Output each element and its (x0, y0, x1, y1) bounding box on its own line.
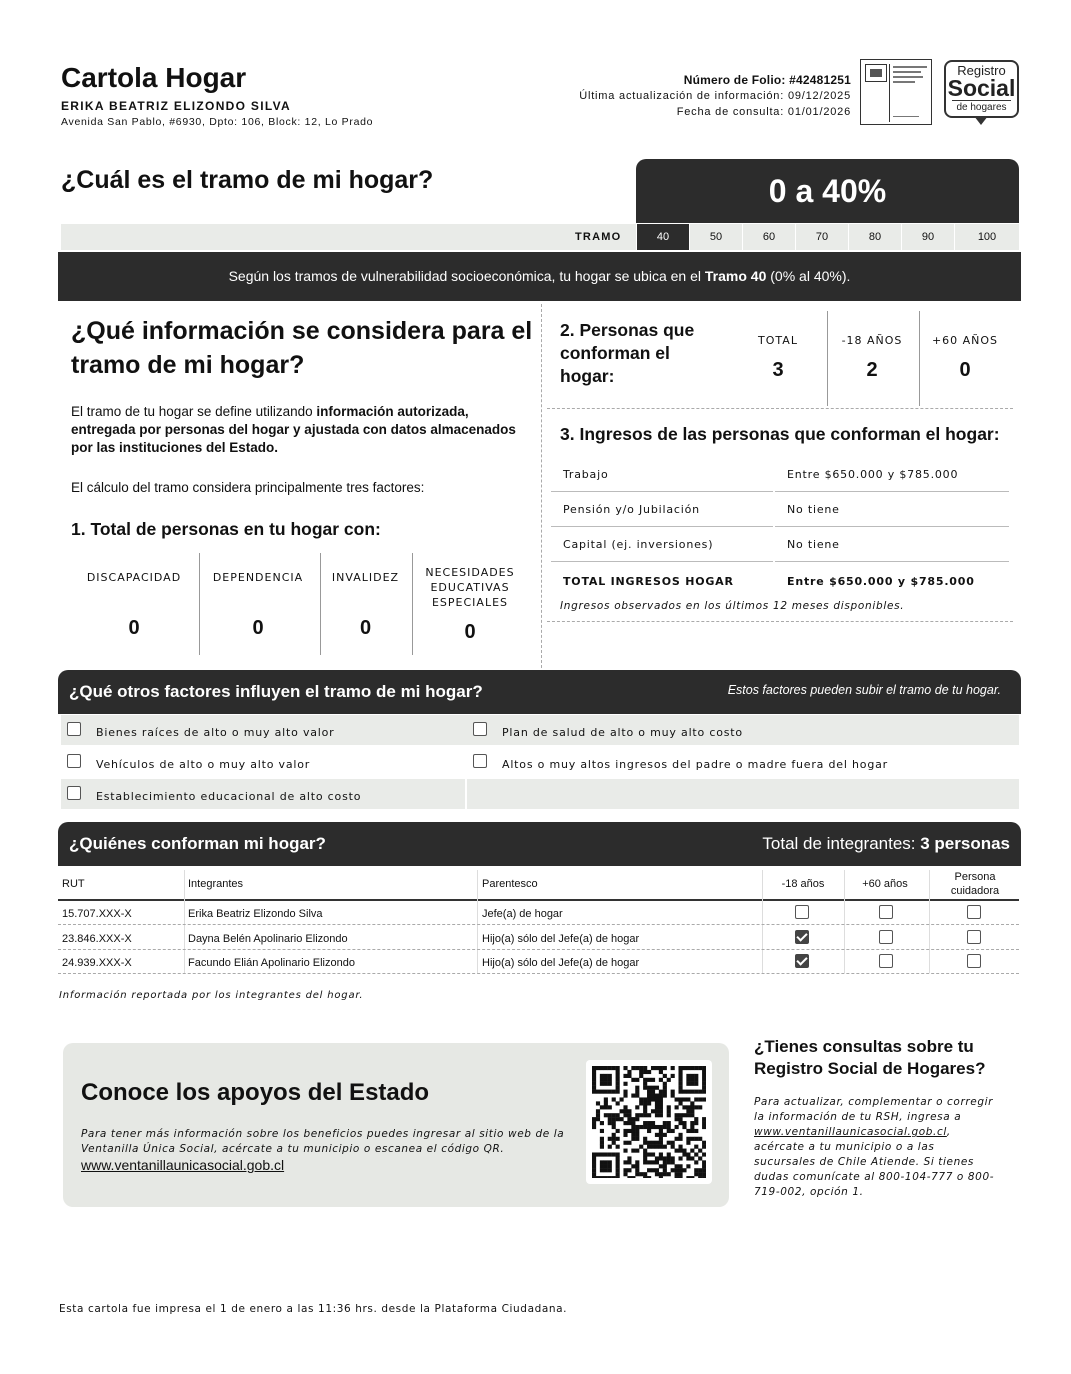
factor-dependencia: DEPENDENCIA 0 (212, 571, 304, 639)
table-row (58, 950, 1019, 974)
income-title: 3. Ingresos de las personas que conforman el hogar: (560, 424, 1000, 444)
income-row: Capital (ej. inversiones) No tiene (551, 527, 1009, 562)
info-question: ¿Qué información se considera para el tramo de mi hogar? (71, 317, 533, 379)
tramo-result: 0 a 40% (636, 159, 1019, 223)
factor-ingresos-padre-madre: Altos o muy altos ingresos del padre o madre fuera del hogar (467, 747, 1019, 777)
col-header-integrantes: Integrantes (188, 878, 244, 890)
tramo-explanation: Según los tramos de vulnerabilidad socioeconómica, tu hogar se ubica en el Tramo 40 (0% al 40%). (58, 252, 1021, 301)
checkbox-carer (967, 905, 981, 919)
consultas-text: Para actualizar, complementar o corregir la información de tu RSH, ingresa a www.ventanillaunicasocial.gob.cl, acércate a tu municipio o a las sucursales de Chile Atiende. Si tienes dudas comunícate al 800-104-777 o 800-719-002, opción 1. (754, 1096, 995, 1198)
persons-total: TOTAL 3 (758, 334, 798, 381)
qr-code[interactable] (586, 1060, 712, 1184)
column-divider (541, 304, 542, 668)
income-row: Pensión y/o Jubilación No tiene (551, 492, 1009, 527)
tramo-tick-50: 50 (689, 224, 742, 250)
cell-name: Erika Beatriz Elizondo Silva (188, 908, 323, 920)
checkbox-over60 (879, 905, 893, 919)
tramo-tick-80: 80 (848, 224, 901, 250)
checkbox-over60 (879, 954, 893, 968)
table-row (58, 901, 1019, 925)
print-footer: Esta cartola fue impresa el 1 de enero a las 11:36 hrs. desde la Plataforma Ciudadana. (59, 1303, 568, 1315)
factor-vehiculos: Vehículos de alto o muy alto valor (61, 747, 465, 777)
col-header-rut: RUT (62, 878, 85, 890)
consult-date: Fecha de consulta: 01/01/2026 (676, 106, 851, 118)
info-paragraph-factors: El cálculo del tramo considera principalmente tres factores: (71, 480, 425, 495)
income-total-row: TOTAL INGRESOS HOGAR Entre $650.000 y $785.000 (563, 575, 975, 588)
checkbox-carer (967, 930, 981, 944)
other-factors-note: Estos factores pueden subir el tramo de tu hogar. (727, 683, 1001, 697)
factor-row (61, 779, 1019, 809)
checkbox (473, 722, 487, 736)
income-row: Trabajo Entre $650.000 y $785.000 (551, 457, 1009, 492)
checkbox (67, 722, 81, 736)
cell-rut: 15.707.XXX-X (62, 908, 132, 920)
apoyos-panel (63, 1043, 729, 1207)
consultas-title: ¿Tienes consultas sobre tu Registro Social de Hogares? (754, 1037, 986, 1078)
factor-bienes-raices: Bienes raíces de alto o muy alto valor (61, 715, 465, 745)
cell-relation: Hijo(a) sólo del Jefe(a) de hogar (482, 957, 640, 969)
checkbox-under18 (795, 905, 809, 919)
government-logo (860, 59, 932, 125)
factors-title: 1. Total de personas en tu hogar con: (71, 519, 381, 539)
folio-number: Número de Folio: #42481251 (683, 73, 851, 87)
factor-necesidades-educativas: NECESIDADES EDUCATIVAS ESPECIALES 0 (425, 566, 515, 643)
tramo-tick-40: 40 (636, 224, 689, 250)
coat-of-arms-icon (865, 64, 887, 82)
income-note: Ingresos observados en los últimos 12 meses disponibles. (560, 600, 905, 612)
other-factors-title: ¿Qué otros factores influyen el tramo de mi hogar? (69, 682, 483, 701)
owner-name: ERIKA BEATRIZ ELIZONDO SILVA (61, 99, 291, 113)
checkbox (67, 754, 81, 768)
apoyos-title: Conoce los apoyos del Estado (81, 1079, 430, 1106)
persons-title: 2. Personas que conforman el hogar: (560, 320, 695, 386)
registro-social-logo: Registro Social de hogares (944, 60, 1019, 128)
page-title: Cartola Hogar (61, 62, 247, 93)
tramo-tick-70: 70 (795, 224, 848, 250)
members-total: Total de integrantes: 3 personas (762, 834, 1010, 853)
col-header-carer: Persona cuidadora (950, 871, 1000, 897)
checkbox-carer (967, 954, 981, 968)
table-row (58, 926, 1019, 950)
tramo-scale-label: TRAMO (575, 231, 622, 243)
last-update: Última actualización de información: 09/12/2025 (579, 90, 851, 102)
factor-discapacidad: DISCAPACIDAD 0 (86, 571, 182, 639)
cell-name: Facundo Elián Apolinario Elizondo (188, 957, 355, 969)
ventanilla-link[interactable]: www.ventanillaunicasocial.gob.cl (81, 1157, 285, 1173)
col-header-over-60: +60 años (862, 878, 908, 890)
factor-row (61, 715, 1019, 745)
checkbox (473, 754, 487, 768)
cell-rut: 23.846.XXX-X (62, 932, 132, 945)
owner-address: Avenida San Pablo, #6930, Dpto: 106, Block: 12, Lo Prado (61, 116, 374, 128)
persons-under-18: -18 AÑOS 2 (841, 334, 903, 381)
factor-plan-salud: Plan de salud de alto o muy alto costo (467, 715, 1019, 745)
col-header-under-18: -18 años (781, 878, 825, 890)
factor-establecimiento-educacional: Establecimiento educacional de alto costo (61, 779, 465, 809)
tramo-question: ¿Cuál es el tramo de mi hogar? (61, 166, 434, 194)
tramo-tick-90: 90 (901, 224, 954, 250)
checkbox-under18 (795, 930, 809, 944)
factor-row (61, 747, 1019, 777)
persons-over-60: +60 AÑOS 0 (931, 334, 999, 381)
checkbox (67, 786, 81, 800)
cell-name: Dayna Belén Apolinario Elizondo (188, 932, 348, 945)
other-factors-header (58, 670, 1021, 714)
checkbox-over60 (879, 930, 893, 944)
cell-relation: Jefe(a) de hogar (482, 908, 563, 920)
cell-relation: Hijo(a) sólo del Jefe(a) de hogar (482, 932, 640, 945)
cell-rut: 24.939.XXX-X (62, 957, 132, 969)
tramo-tick-60: 60 (742, 224, 795, 250)
apoyos-text: Para tener más información sobre los beneficios puedes ingresar al sitio web de la Ventanilla Única Social, acércate a tu municipio o escanea el código QR. (81, 1128, 565, 1155)
members-header (58, 822, 1021, 866)
factor-invalidez: INVALIDEZ 0 (331, 571, 400, 639)
consultas-link[interactable]: www.ventanillaunicasocial.gob.cl (754, 1126, 947, 1138)
checkbox-under18 (795, 954, 809, 968)
tramo-tick-100: 100 (954, 224, 1019, 250)
col-header-parentesco: Parentesco (482, 878, 538, 890)
members-note: Información reportada por los integrantes del hogar. (59, 990, 364, 1001)
info-paragraph: El tramo de tu hogar se define utilizando información autorizada, entregada por personas del hogar y ajustada con datos almacenados por las instituciones del Estado. (71, 404, 516, 455)
members-title: ¿Quiénes conforman mi hogar? (69, 834, 326, 853)
tramo-ticks (636, 224, 1019, 250)
